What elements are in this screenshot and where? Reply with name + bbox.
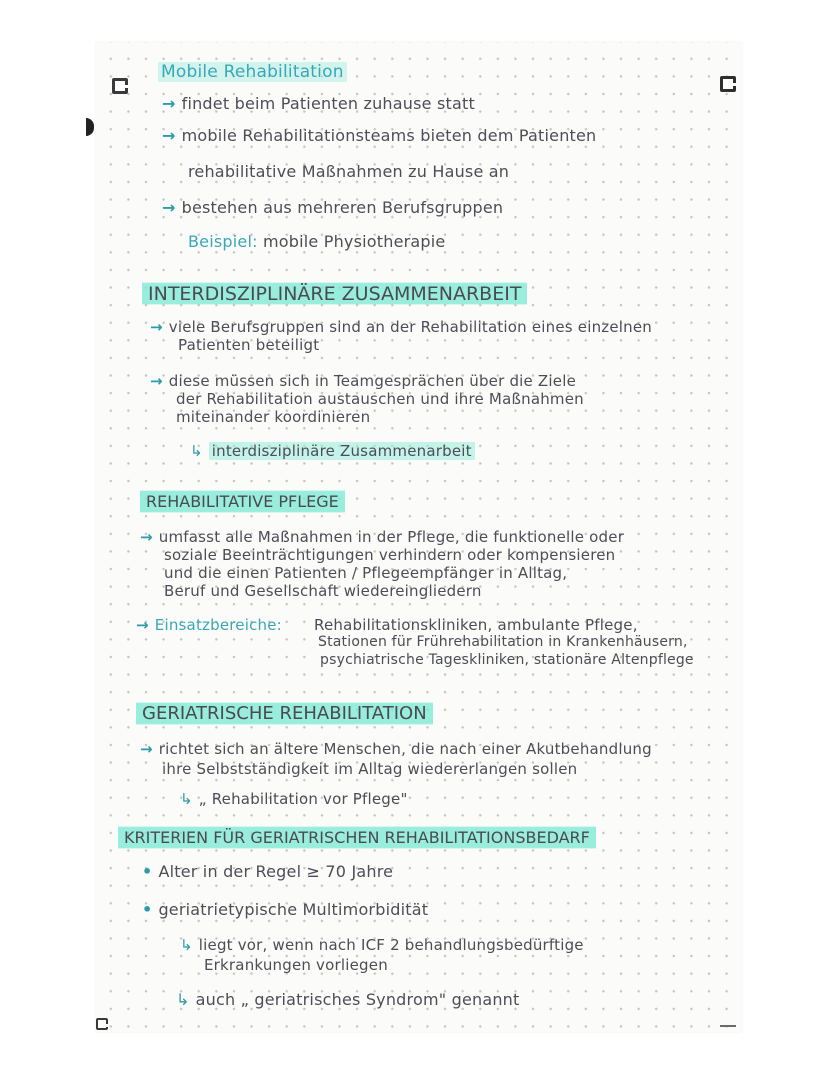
einsatzbereiche-line-1: Rehabilitationskliniken, ambulante Pflege, — [314, 616, 638, 634]
einsatzbereiche-line-2: Stationen für Frührehabilitation in Krankenhäusern, — [318, 634, 688, 650]
heading-kriterien: KRITERIEN FÜR GERIATRISCHEN REHABILITATIONSBEDARF — [118, 826, 596, 849]
page-edge-mark — [720, 1025, 736, 1027]
geriatrisch-quote: ↳ „ Rehabilitation vor Pflege" — [180, 790, 408, 808]
mobile-line-2: → mobile Rehabilitationsteams bieten dem Patienten — [162, 126, 597, 145]
mobile-line-2b: rehabilitative Maßnahmen zu Hause an — [188, 162, 510, 181]
kriterien-item-1: • Alter in der Regel ≥ 70 Jahre — [142, 862, 394, 881]
arrow-right-icon: → — [140, 740, 153, 758]
einsatzbereiche-line-3: psychiatrische Tageskliniken, stationäre Altenpflege — [320, 652, 694, 668]
geriatrisch-line-1: → richtet sich an ältere Menschen, die nach einer Akutbehandlung — [140, 740, 652, 758]
punch-hole-icon — [86, 118, 94, 136]
interdisziplinaer-line-1: → viele Berufsgruppen sind an der Rehabilitation eines einzelnen — [150, 318, 652, 336]
turn-arrow-icon: ↳ — [176, 990, 190, 1009]
interdisziplinaer-line-2b: der Rehabilitation austauschen und ihre Maßnahmen — [176, 390, 584, 408]
turn-arrow-icon: ↳ — [180, 936, 193, 954]
arrow-right-icon: → — [162, 126, 176, 145]
heading-interdisziplinaer: INTERDISZIPLINÄRE ZUSAMMENARBEIT — [142, 282, 527, 305]
arrow-right-icon: → — [136, 616, 149, 634]
arrow-right-icon: → — [150, 318, 163, 336]
geriatrisch-line-1b: ihre Selbstständigkeit im Alltag wiedererlangen sollen — [162, 760, 578, 778]
kriterien-sub-1b: Erkrankungen vorliegen — [204, 956, 388, 974]
section-title-mobile — [158, 62, 347, 82]
binder-ring-icon — [96, 1018, 108, 1030]
mobile-line-1: → findet beim Patienten zuhause statt — [162, 94, 475, 113]
kriterien-sub-2: ↳ auch „ geriatrisches Syndrom" genannt — [176, 990, 520, 1009]
heading-geriatrisch: GERIATRISCHE REHABILITATION — [136, 702, 433, 725]
interdisziplinaer-line-1b: Patienten beteiligt — [178, 336, 320, 354]
turn-arrow-icon: ↳ — [180, 790, 193, 808]
arrow-right-icon: → — [162, 198, 176, 217]
kriterien-item-2: • geriatrietypische Multimorbidität — [142, 900, 429, 919]
rehab-pflege-line-1c: und die einen Patienten / Pflegeempfänger in Alltag, — [164, 564, 568, 582]
kriterien-sub-1: ↳ liegt vor, wenn nach ICF 2 behandlungsbedürftige — [180, 936, 584, 954]
rehab-pflege-line-1: → umfasst alle Maßnahmen in der Pflege, die funktionelle oder — [140, 528, 625, 546]
interdisziplinaer-line-2c: miteinander koordinieren — [176, 408, 371, 426]
interdisziplinaer-line-2: → diese müssen sich in Teamgesprächen über die Ziele — [150, 372, 577, 390]
binder-ring-icon — [720, 76, 736, 92]
mobile-line-3: → bestehen aus mehreren Berufsgruppen — [162, 198, 504, 217]
rehab-pflege-line-1b: soziale Beeinträchtigungen verhindern oder kompensieren — [164, 546, 616, 564]
arrow-right-icon: → — [140, 528, 153, 546]
bullet-icon: • — [142, 862, 153, 881]
interdisziplinaer-result: ↳ interdisziplinäre Zusammenarbeit — [190, 442, 475, 460]
bullet-icon: • — [142, 900, 153, 919]
mobile-example: Beispiel: mobile Physiotherapie — [188, 232, 446, 251]
rehab-pflege-line-1d: Beruf und Gesellschaft wiedereingliedern — [164, 582, 482, 600]
einsatzbereiche-label: → Einsatzbereiche: — [136, 616, 282, 634]
heading-rehab-pflege: REHABILITATIVE PFLEGE — [140, 490, 345, 513]
binder-ring-icon — [112, 78, 128, 94]
arrow-right-icon: → — [150, 372, 163, 390]
mobile-title-text: Mobile Rehabilitation — [158, 62, 347, 82]
arrow-right-icon: → — [162, 94, 176, 113]
turn-arrow-icon: ↳ — [190, 442, 203, 460]
